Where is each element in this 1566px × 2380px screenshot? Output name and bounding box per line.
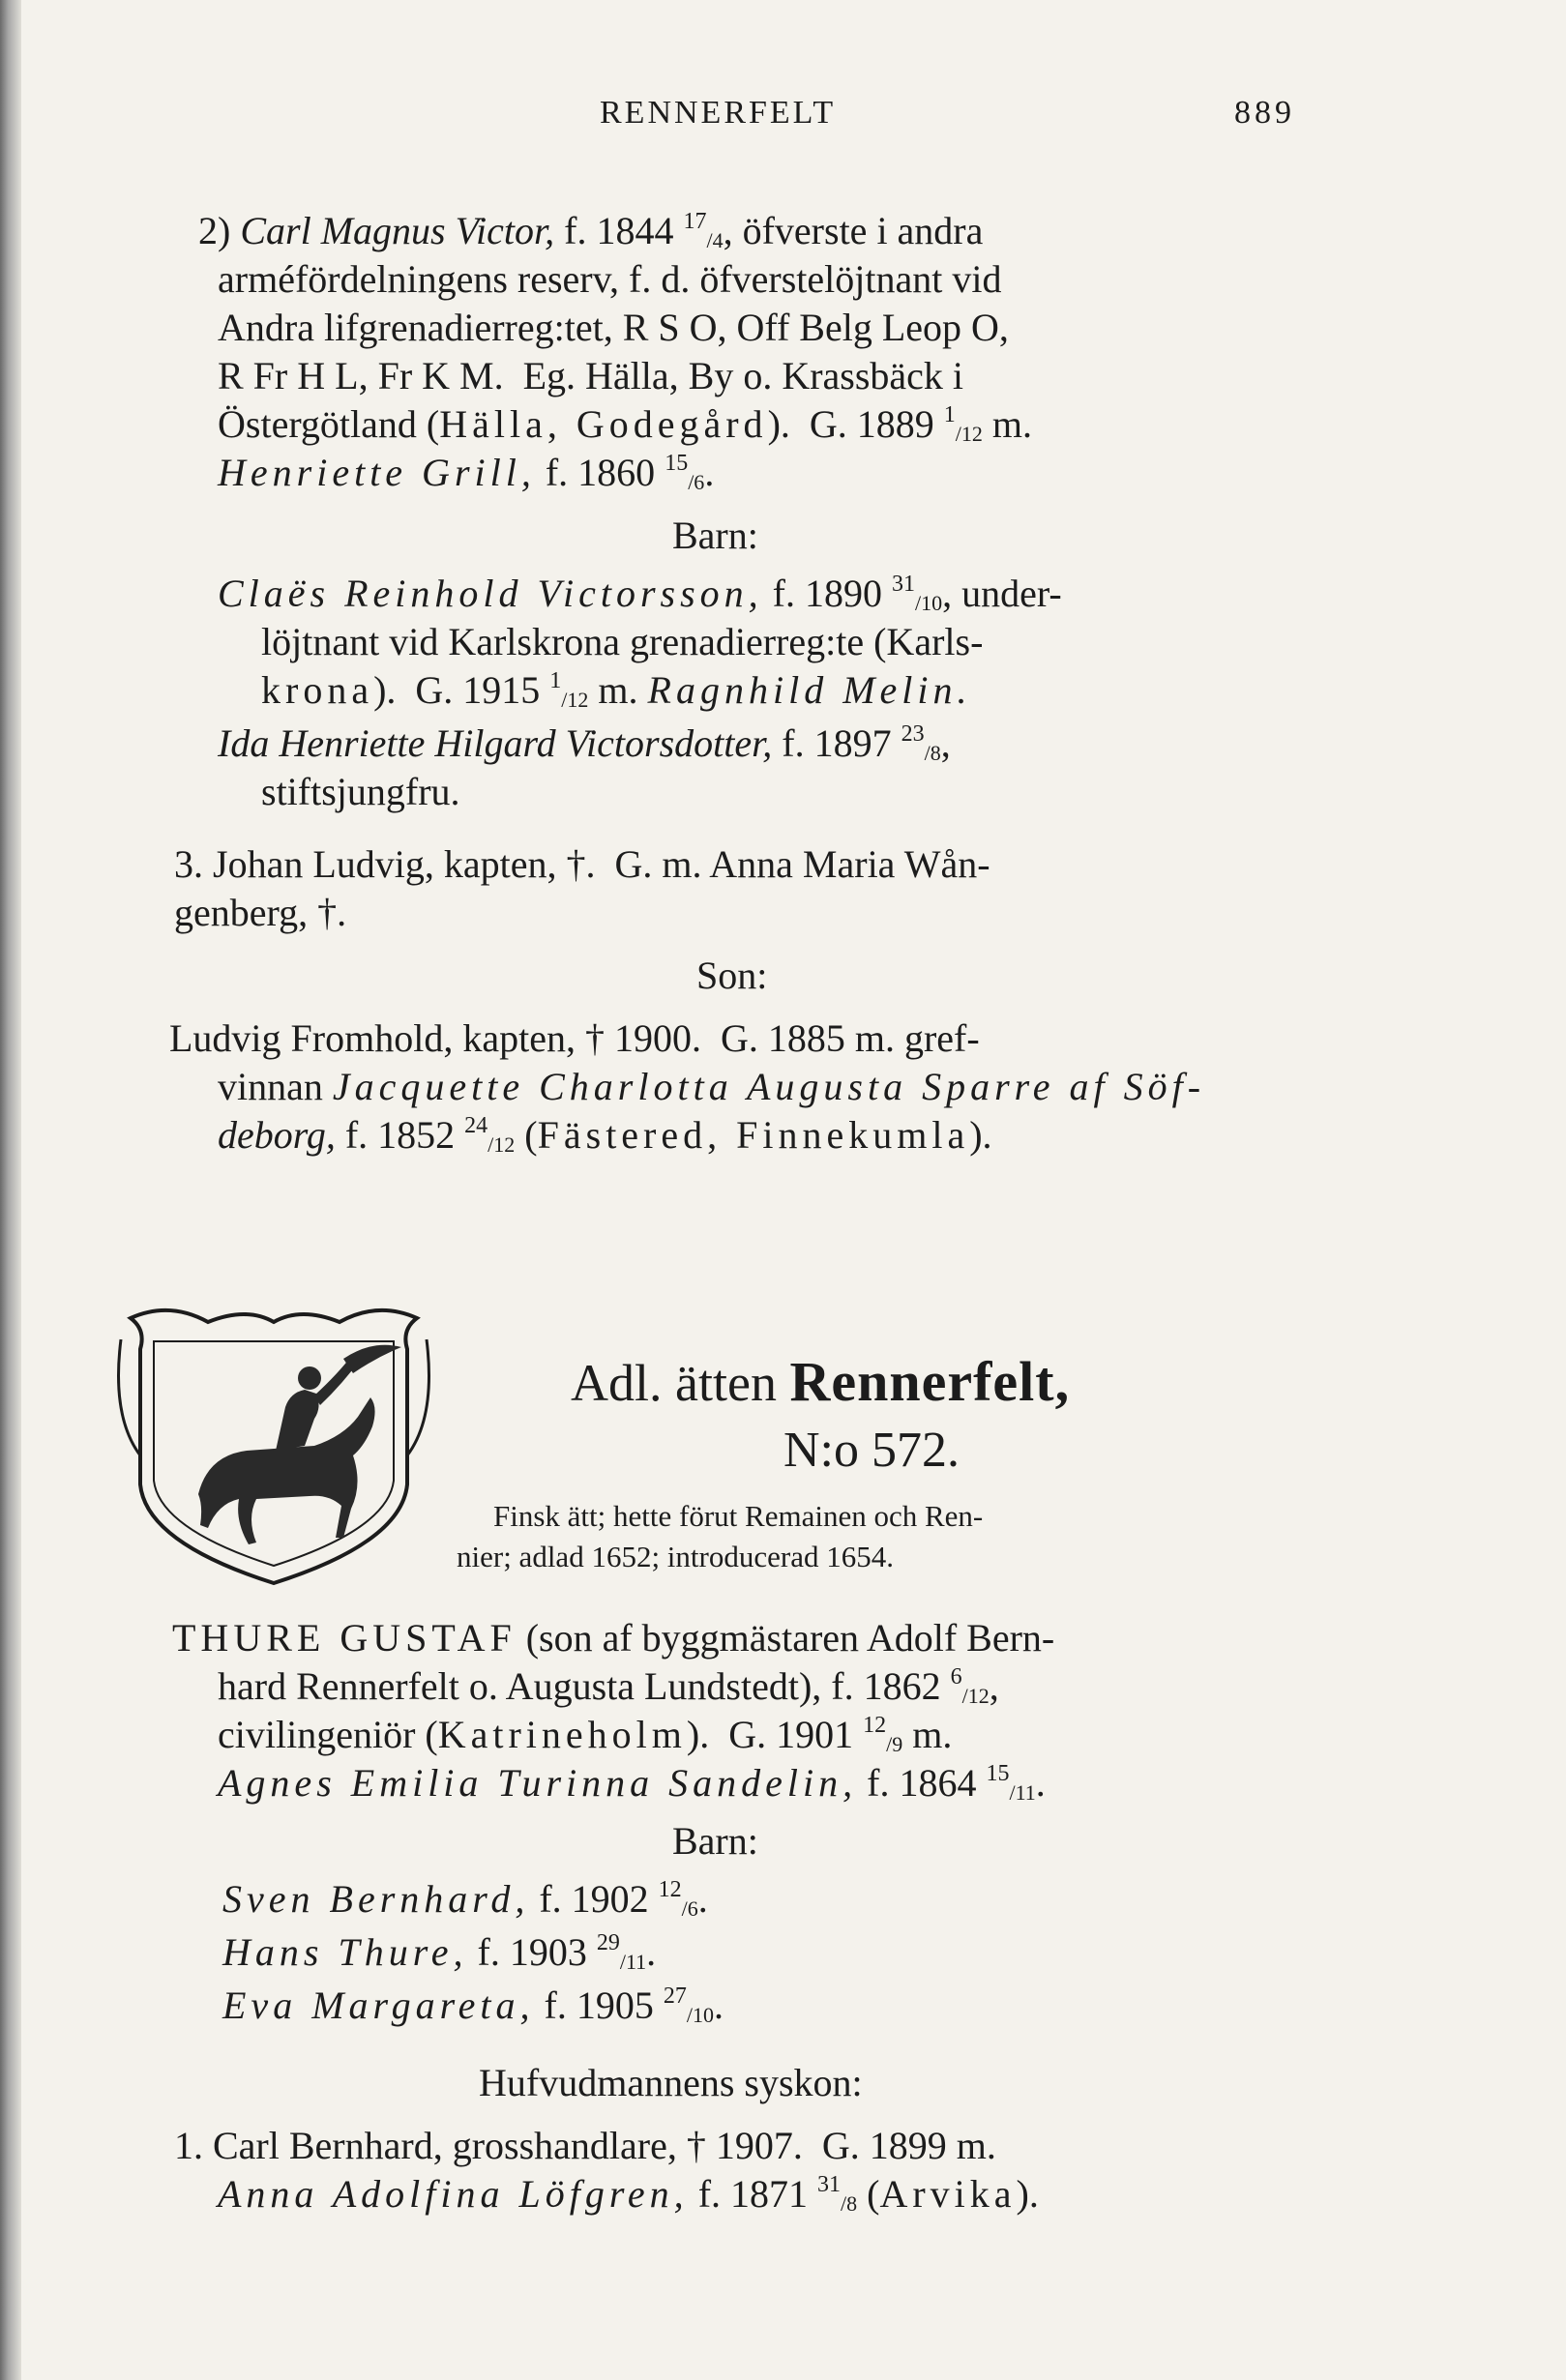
entry-2-line-1: 2) Carl Magnus Victor, f. 1844 $^{17}_{/4}$, öfverste i andra [198, 209, 984, 252]
head-children-heading: Barn: [672, 1819, 758, 1863]
child-1-line-1: Claës Reinhold Victorsson, f. 1890 $^{31}_{/10}$, under- [218, 572, 1062, 615]
son-heading: Son: [696, 954, 768, 997]
entry-3-line-1: 3. Johan Ludvig, kapten, †. G. m. Anna Maria Wån- [174, 842, 990, 886]
family-note-line-1: Finsk ätt; hette förut Remainen och Ren- [493, 1499, 984, 1533]
head-child-1: Sven Bernhard, f. 1902 $^{12}_{/6}$. [222, 1877, 708, 1921]
entry-2-line-5: Östergötland (Hälla, Godegård). G. 1889 $^1_{/12}$ m. [218, 402, 1033, 446]
head-line-1: THURE GUSTAF (son af byggmästaren Adolf Bern- [172, 1616, 1055, 1660]
sibling-1-line-2: Anna Adolfina Löfgren, f. 1871 $^{31}_{/8}$ (Arvika). [218, 2172, 1039, 2216]
siblings-heading: Hufvudmannens syskon: [479, 2061, 863, 2104]
sibling-1-line-1: 1. Carl Bernhard, grosshandlare, † 1907. G. 1899 m. [174, 2124, 996, 2167]
son-line-3: deborg, f. 1852 $^{24}_{/12}$ (Fästered, Finnekumla). [218, 1113, 992, 1157]
head-line-3: civilingeniör (Katrineholm). G. 1901 $^{12}_{/9}$ m. [218, 1713, 953, 1756]
running-title: RENNERFELT [600, 95, 837, 131]
head-child-2: Hans Thure, f. 1903 $^{29}_{/11}$. [222, 1930, 657, 1974]
child-2-line-2: stiftsjungfru. [261, 770, 460, 813]
child-1-line-3: krona). G. 1915 $^1_{/12}$ m. Ragnhild Melin. [261, 668, 972, 712]
head-line-4: Agnes Emilia Turinna Sandelin, f. 1864 $^{15}_{/11}$. [218, 1761, 1046, 1805]
coat-of-arms-crest [111, 1301, 435, 1591]
child-2-line-1: Ida Henriette Hilgard Victorsdotter, f. 1897 $^{23}_{/8}$, [218, 721, 951, 765]
family-title: Adl. ätten Rennerfelt, [571, 1350, 1071, 1413]
children-heading: Barn: [672, 514, 758, 557]
child-1-line-2: löjtnant vid Karlskrona grenadierreg:te (Karls- [261, 620, 984, 663]
entry-2-line-4: R Fr H L, Fr K M. Eg. Hälla, By o. Krassbäck i [218, 354, 964, 397]
son-line-1: Ludvig Fromhold, kapten, † 1900. G. 1885 m. gref- [169, 1016, 980, 1060]
family-note-line-2: nier; adlad 1652; introducerad 1654. [457, 1540, 894, 1573]
entry-3-line-2: genberg, †. [174, 891, 347, 934]
entry-2-line-3: Andra lifgrenadierreg:tet, R S O, Off Belg Leop O, [218, 306, 1009, 349]
entry-2-line-6: Henriette Grill, f. 1860 $^{15}_{/6}$. [218, 451, 715, 494]
page-number: 889 [1234, 95, 1295, 131]
head-child-3: Eva Margareta, f. 1905 $^{27}_{/10}$. [222, 1983, 724, 2027]
head-line-2: hard Rennerfelt o. Augusta Lundstedt), f. 1862 $^6_{/12}$, [218, 1664, 999, 1708]
family-number: N:o 572. [783, 1423, 960, 1478]
entry-2-line-2: arméfördelningens reserv, f. d. öfverstelöjtnant vid [218, 257, 1002, 301]
son-line-2: vinnan Jacquette Charlotta Augusta Sparre af Söf- [218, 1065, 1206, 1108]
